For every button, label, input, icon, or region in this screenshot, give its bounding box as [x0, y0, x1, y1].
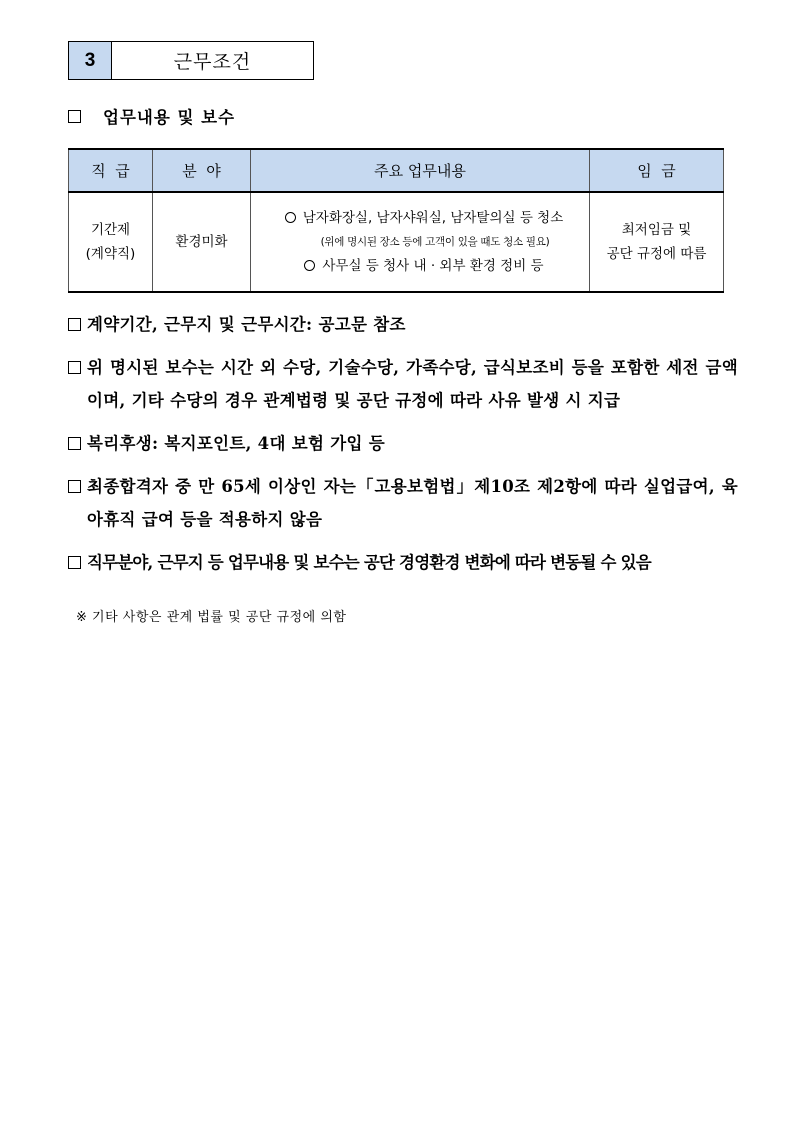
duty-note: (위에 명시된 장소 등에 고객이 있을 때도 청소 필요)	[320, 236, 550, 248]
circle-bullet-icon	[285, 212, 296, 223]
checkbox-square-icon	[68, 437, 81, 450]
checkbox-square-icon	[68, 110, 81, 123]
cell-wage	[590, 192, 724, 292]
duty-item: 남자화장실, 남자샤워실, 남자탈의실 등 청소	[259, 206, 589, 230]
list-item: 직무분야, 근무지 등 업무내용 및 보수는 공단 경영환경 변화에 따라 변동될 수 있음	[68, 546, 738, 579]
duty-item: 사무실 등 청사 내 · 외부 환경 정비 등	[259, 254, 589, 278]
conditions-list	[68, 308, 738, 589]
wage-line1: 최저임금 및	[621, 222, 692, 238]
cell-duties	[251, 192, 590, 292]
table-row	[69, 192, 724, 292]
checkbox-square-icon	[68, 556, 81, 569]
job-table	[68, 148, 724, 293]
cell-field: 환경미화	[153, 192, 251, 292]
section-title: 근무조건	[173, 51, 252, 73]
list-item: 복리후생: 복지포인트, 4대 보험 가입 등	[68, 427, 738, 460]
header-field: 분 야	[153, 149, 251, 192]
checkbox-square-icon	[68, 318, 81, 331]
subheading-text: 업무내용 및 보수	[103, 108, 236, 127]
table-header-row	[69, 149, 724, 192]
list-item: 위 명시된 보수는 시간 외 수당, 기술수당, 가족수당, 급식보조비 등을 포함한 세전 금액이며, 기타 수당의 경우 관계법령 및 공단 규정에 따라 사유 발생 시 지급	[68, 351, 738, 417]
header-duties: 주요 업무내용	[251, 149, 590, 192]
header-wage: 임 금	[590, 149, 724, 192]
checkbox-square-icon	[68, 361, 81, 374]
footnote: ※ 기타 사항은 관계 법률 및 공단 규정에 의함	[76, 610, 347, 625]
list-item: 최종합격자 중 만 65세 이상인 자는「고용보험법」제10조 제2항에 따라 실업급여, 육아휴직 급여 등을 적용하지 않음	[68, 470, 738, 536]
list-item: 계약기간, 근무지 및 근무시간: 공고문 참조	[68, 308, 738, 341]
circle-bullet-icon	[304, 260, 315, 271]
section-header	[68, 41, 314, 80]
checkbox-square-icon	[68, 480, 81, 493]
grade-line2: (계약직)	[85, 246, 136, 262]
subheading	[68, 104, 235, 128]
cell-grade	[69, 192, 153, 292]
grade-line1: 기간제	[90, 222, 131, 238]
header-grade: 직 급	[69, 149, 153, 192]
wage-line2: 공단 규정에 따름	[606, 246, 707, 262]
section-number: 3	[69, 42, 112, 79]
